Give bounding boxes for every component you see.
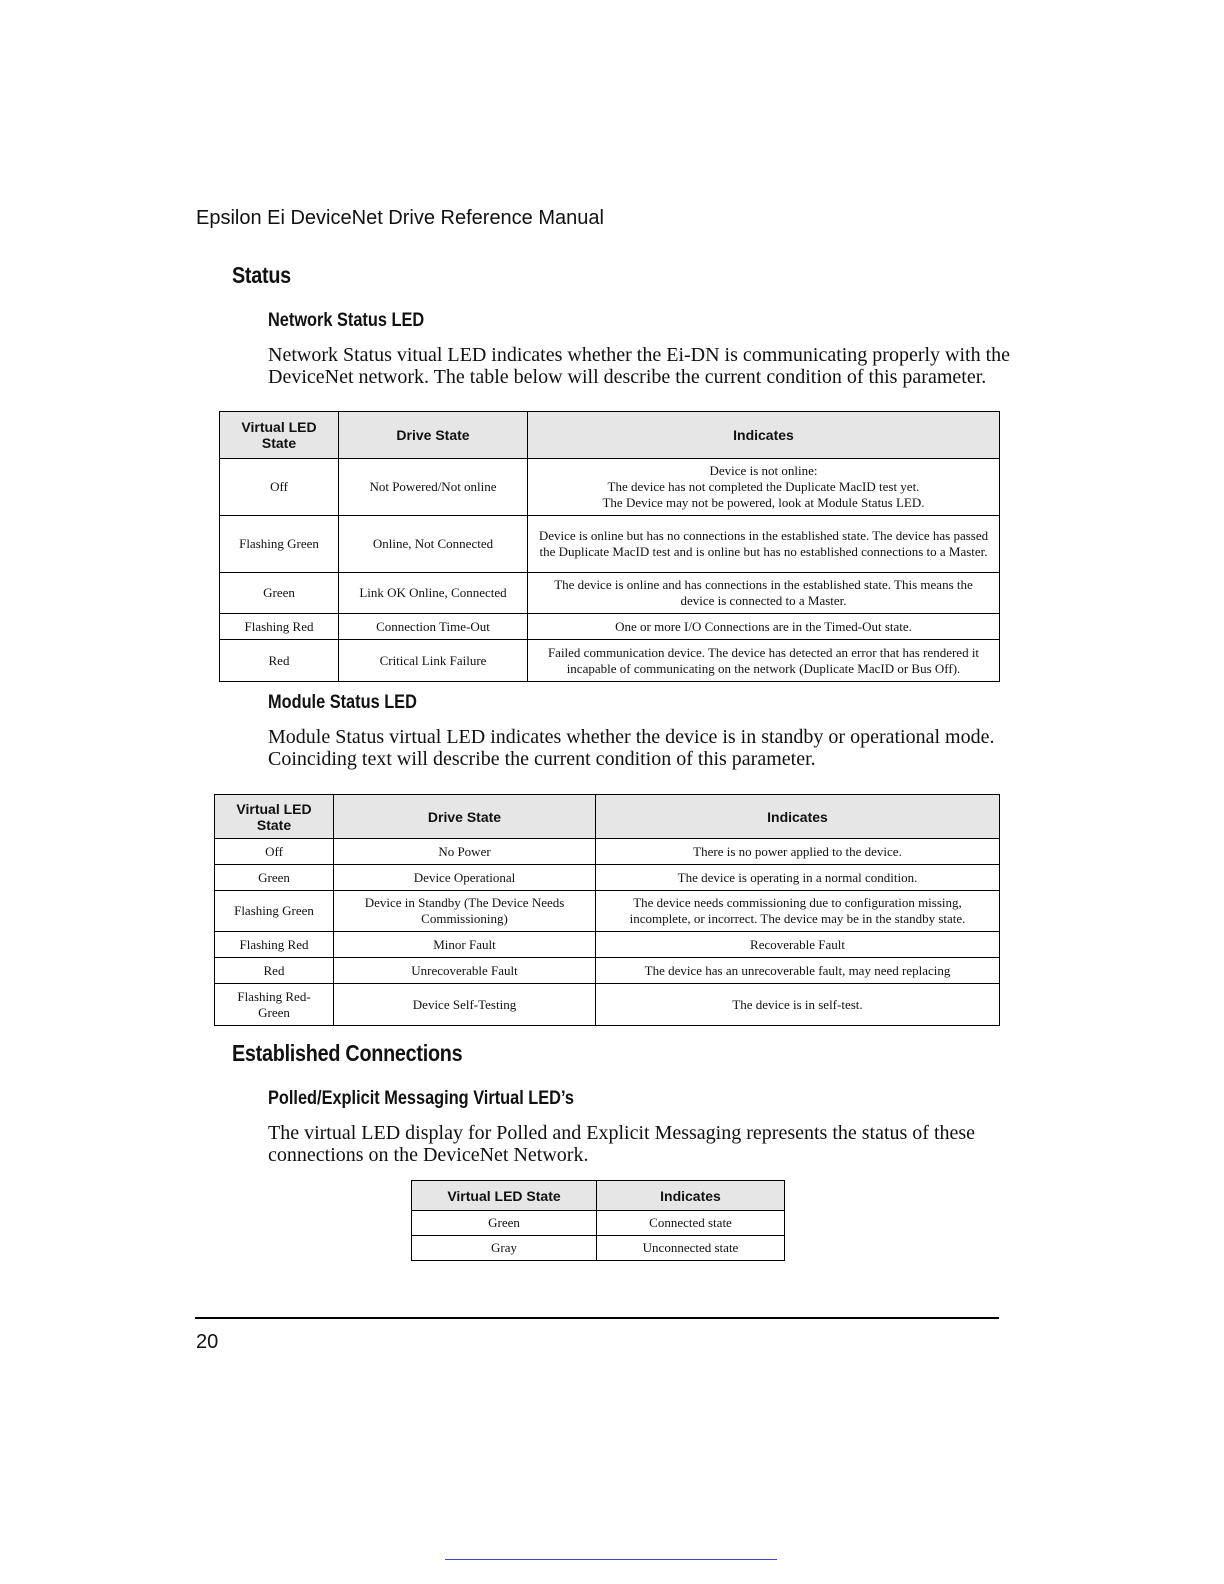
cell-drive-state: Device in Standby (The Device Needs Commissioning) [334, 891, 596, 932]
polled-explicit-paragraph [268, 1122, 975, 1166]
cell-drive-state: Critical Link Failure [339, 640, 528, 682]
cell-drive-state: Not Powered/Not online [339, 459, 528, 516]
section-heading-status: Status [232, 262, 291, 288]
table-row [220, 459, 1000, 516]
cell-indicates: Unconnected state [597, 1236, 785, 1261]
cell-drive-state: Minor Fault [334, 932, 596, 958]
running-header: Epsilon Ei DeviceNet Drive Reference Manual [196, 207, 604, 229]
cell-led-state: Red [215, 958, 334, 984]
column-header-indicates: Indicates [596, 795, 1000, 839]
table-row [215, 932, 1000, 958]
module-status-table [214, 794, 1000, 1026]
cell-indicates: Device is not online: The device has not completed the Duplicate MacID test yet. The Device may not be powered, look at Module Status LED. [528, 459, 1000, 516]
cell-indicates: The device is in self-test. [596, 984, 1000, 1026]
subheading-network-status-led: Network Status LED [268, 310, 425, 331]
section-heading-established-connections: Established Connections [232, 1040, 463, 1066]
cell-drive-state: No Power [334, 839, 596, 865]
table-row [215, 958, 1000, 984]
table-row [220, 614, 1000, 640]
table-row [220, 516, 1000, 573]
table-row [215, 865, 1000, 891]
table-row [215, 984, 1000, 1026]
cell-led-state: Green [215, 865, 334, 891]
table-row [215, 891, 1000, 932]
cell-drive-state: Connection Time-Out [339, 614, 528, 640]
subheading-polled-explicit: Polled/Explicit Messaging Virtual LED’s [268, 1088, 575, 1109]
paragraph-line: Network Status vitual LED indicates whether the Ei-DN is communicating properly with the [268, 344, 1011, 366]
footer-divider [195, 1317, 999, 1319]
cell-indicates: The device needs commissioning due to configuration missing, incomplete, or incorrect. The device may be in the standby state. [596, 891, 1000, 932]
cell-indicates: One or more I/O Connections are in the Timed-Out state. [528, 614, 1000, 640]
paragraph-line: Coinciding text will describe the current condition of this parameter. [268, 748, 816, 770]
table-row [412, 1236, 785, 1261]
cell-led-state: Green [412, 1211, 597, 1236]
column-header-led-state: Virtual LED State [412, 1181, 597, 1211]
subheading-module-status-led: Module Status LED [268, 692, 417, 713]
table-row [215, 839, 1000, 865]
table-row [220, 640, 1000, 682]
cell-drive-state: Device Self-Testing [334, 984, 596, 1026]
network-status-table [219, 411, 1000, 682]
paragraph-line: Module Status virtual LED indicates whether the device is in standby or operational mode. [268, 726, 995, 748]
paragraph-line: The virtual LED display for Polled and Explicit Messaging represents the status of these [268, 1122, 976, 1144]
cell-indicates: Failed communication device. The device has detected an error that has rendered it incapable of communicating on the network (Duplicate MacID or Bus Off). [528, 640, 1000, 682]
column-header-drive-state: Drive State [339, 412, 528, 459]
cell-led-state: Flashing Red [220, 614, 339, 640]
cell-indicates: The device is online and has connections in the established state. This means the device is connected to a Master. [528, 573, 1000, 614]
cell-drive-state: Unrecoverable Fault [334, 958, 596, 984]
table-row [220, 573, 1000, 614]
cell-led-state: Off [215, 839, 334, 865]
cell-led-state: Flashing Green [215, 891, 334, 932]
cell-led-state: Gray [412, 1236, 597, 1261]
paragraph-line: DeviceNet network. The table below will describe the current condition of this parameter. [268, 366, 987, 388]
table-header-row [215, 795, 1000, 839]
cell-drive-state: Device Operational [334, 865, 596, 891]
cell-indicates: Device is online but has no connections in the established state. The device has passed the Duplicate MacID test and is online but has no established connections to a Master. [528, 516, 1000, 573]
module-status-paragraph [268, 726, 994, 770]
cell-indicates: There is no power applied to the device. [596, 839, 1000, 865]
cell-indicates: The device is operating in a normal condition. [596, 865, 1000, 891]
cell-indicates: The device has an unrecoverable fault, may need replacing [596, 958, 1000, 984]
cell-led-state: Green [220, 573, 339, 614]
bottom-link-underline[interactable] [445, 1559, 777, 1560]
network-status-paragraph [268, 344, 1010, 388]
cell-indicates: Connected state [597, 1211, 785, 1236]
column-header-indicates: Indicates [528, 412, 1000, 459]
cell-indicates: Recoverable Fault [596, 932, 1000, 958]
column-header-drive-state: Drive State [334, 795, 596, 839]
cell-led-state: Flashing Red [215, 932, 334, 958]
cell-led-state: Flashing Red-Green [215, 984, 334, 1026]
column-header-led-state: Virtual LED State [220, 412, 339, 459]
table-header-row [412, 1181, 785, 1211]
cell-led-state: Off [220, 459, 339, 516]
cell-led-state: Flashing Green [220, 516, 339, 573]
cell-drive-state: Online, Not Connected [339, 516, 528, 573]
paragraph-line: connections on the DeviceNet Network. [268, 1144, 589, 1166]
column-header-indicates: Indicates [597, 1181, 785, 1211]
cell-drive-state: Link OK Online, Connected [339, 573, 528, 614]
table-row [412, 1211, 785, 1236]
column-header-led-state: Virtual LED State [215, 795, 334, 839]
table-header-row [220, 412, 1000, 459]
page-number: 20 [196, 1331, 219, 1353]
polled-explicit-table [411, 1180, 785, 1261]
cell-led-state: Red [220, 640, 339, 682]
